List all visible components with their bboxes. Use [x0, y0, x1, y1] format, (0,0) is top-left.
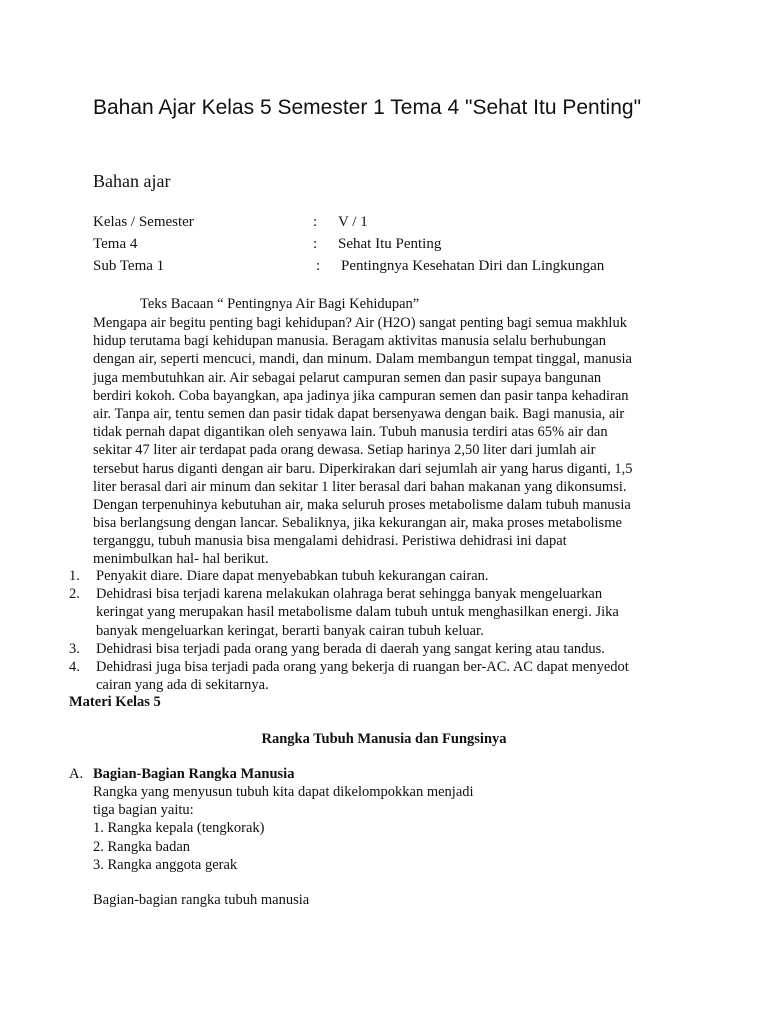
section-heading: Rangka Tubuh Manusia dan Fungsinya	[261, 731, 507, 747]
list-item-line: cairan yang ada di sekitarnya.	[96, 677, 269, 694]
paragraph-line: menimbulkan hal- hal berikut.	[93, 551, 269, 568]
section-line: tiga bagian yaitu:	[93, 802, 194, 819]
paragraph-line: berdiri kokoh. Coba bayangkan, apa jadinya jika campuran semen dan pasir tanpa kehadiran	[93, 387, 629, 404]
list-number: 2.	[69, 586, 80, 603]
paragraph-line: tersebut harus diganti dengan air baru. Diperkirakan dari sejumlah air yang harus diganti, 1,5	[93, 460, 633, 477]
list-item-line: Penyakit diare. Diare dapat menyebabkan tubuh kekurangan cairan.	[96, 568, 489, 584]
reading-title: Teks Bacaan “ Pentingnya Air Bagi Kehidupan”	[140, 296, 420, 312]
paragraph-line: dengan air, seperti mencuci, mandi, dan minum. Dalam membangun tempat tinggal, manusia	[93, 351, 632, 368]
paragraph-line: bisa berlangsung dengan lancar. Sebaliknya, jika kekurangan air, maka proses metabolisme	[93, 515, 622, 532]
section-a-body	[93, 783, 474, 874]
meta-colon: :	[316, 258, 321, 274]
section-line: 2. Rangka badan	[93, 838, 191, 855]
meta-value: V / 1	[338, 214, 368, 230]
meta-label: Tema 4	[93, 236, 138, 252]
figure-caption: Bagian-bagian rangka tubuh manusia	[93, 892, 310, 908]
list-item-line: banyak mengeluarkan keringat, berarti banyak cairan tubuh keluar.	[96, 622, 484, 639]
list-number: 1.	[69, 568, 80, 584]
list-item	[69, 567, 629, 585]
section-letter: A.	[69, 766, 84, 782]
paragraph-line: juga membutuhkan air. Air sebagai pelarut campuran semen dan pasir supaya bangunan	[93, 369, 602, 386]
section-line: 1. Rangka kepala (tengkorak)	[93, 820, 265, 837]
list-item	[69, 585, 629, 640]
document-title: Bahan Ajar Kelas 5 Semester 1 Tema 4 "Sehat Itu Penting"	[93, 96, 642, 119]
list-item	[69, 658, 629, 694]
list-item-line: keringat yang merupakan hasil metabolisme dalam tubuh untuk menghasilkan energi. Jika	[96, 604, 619, 621]
paragraph-line: liter berasal dari air minum dan sekitar 1 liter berasal dari bahan makanan yang dikonsumsi.	[93, 478, 627, 495]
document-subtitle: Bahan ajar	[93, 171, 171, 191]
meta-colon: :	[313, 236, 318, 252]
list-item-line: Dehidrasi bisa terjadi pada orang yang berada di daerah yang sangat kering atau tandus.	[96, 640, 605, 657]
meta-label: Kelas / Semester	[93, 214, 194, 230]
materi-label: Materi Kelas 5	[69, 694, 161, 710]
paragraph-line: hidup terutama bagi kehidupan manusia. Beragam aktivitas manusia selalu berhubungan	[93, 333, 606, 350]
reading-paragraph	[93, 314, 633, 569]
paragraph-line: Mengapa air begitu penting bagi kehidupan? Air (H2O) sangat penting bagi semua makhluk	[93, 315, 627, 331]
dehydration-list	[69, 567, 629, 694]
paragraph-line: air. Tanpa air, tentu semen dan pasir tidak dapat bersenyawa dengan baik. Bagi manusia, air	[93, 405, 625, 422]
paragraph-line: terganggu, tubuh manusia bisa mengalami dehidrasi. Peristiwa dehidrasi ini dapat	[93, 533, 567, 550]
meta-colon: :	[313, 214, 318, 230]
paragraph-line: Dengan terpenuhinya kebutuhan air, maka seluruh proses metabolisme dalam tubuh manusia	[93, 496, 631, 513]
list-item-line: Dehidrasi juga bisa terjadi pada orang yang bekerja di ruangan ber-AC. AC dapat menyedot	[96, 658, 629, 675]
meta-value: Pentingnya Kesehatan Diri dan Lingkungan	[341, 258, 605, 274]
section-line: Rangka yang menyusun tubuh kita dapat dikelompokkan menjadi	[93, 784, 474, 800]
paragraph-line: sekitar 47 liter air terdapat pada orang dewasa. Setiap harinya 2,50 liter dari jumlah air	[93, 442, 596, 459]
list-number: 3.	[69, 640, 80, 657]
meta-value: Sehat Itu Penting	[338, 236, 442, 252]
section-a-heading: Bagian-Bagian Rangka Manusia	[93, 766, 295, 782]
section-line: 3. Rangka anggota gerak	[93, 856, 238, 873]
meta-label: Sub Tema 1	[93, 258, 165, 274]
list-item-line: Dehidrasi bisa terjadi karena melakukan olahraga berat sehingga banyak mengeluarkan	[96, 586, 603, 603]
list-item	[69, 640, 629, 658]
list-number: 4.	[69, 658, 80, 675]
paragraph-line: tidak pernah dapat digantikan oleh senyawa lain. Tubuh manusia terdiri atas 65% air dan	[93, 424, 608, 441]
